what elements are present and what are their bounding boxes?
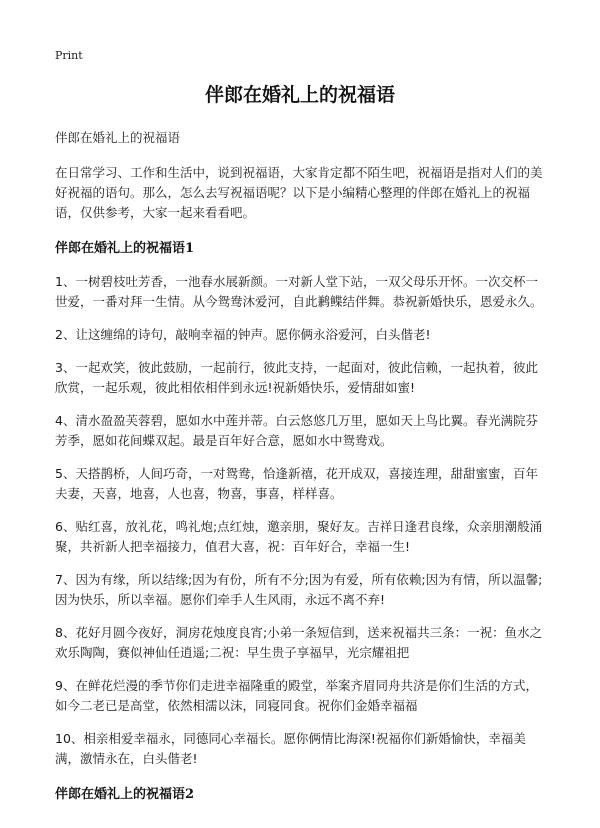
blessing-item: 1、一树碧枝吐芳香，一池春水展新颜。一对新人堂下站，一双父母乐开怀。一次交杯一世爱，一番对拜一生情。从今鸳鸯沐爱河，自此鹣鲽结伴舞。恭祝新婚快乐，恩爱永久。 — [55, 274, 543, 309]
document-subtitle: 伴郎在婚礼上的祝福语 — [55, 130, 181, 145]
blessing-list — [55, 272, 545, 769]
blessing-item: 6、贴红喜，放礼花，鸣礼炮;点红烛，邀亲朋，聚好友。吉祥日逢君良缘，众亲朋潮般涌聚，共祈新人把幸福接力，值君大喜，祝：百年好合，幸福一生! — [55, 519, 543, 554]
intro-paragraph: 在日常学习、工作和生活中，说到祝福语，大家肯定都不陌生吧，祝福语是指对人们的美好祝福的语句。那么，怎么去写祝福语呢？以下是小编精心整理的伴郎在婚礼上的祝福语，仅供参考，大家一起来看看吧。 — [55, 165, 543, 220]
blessing-item: 2、让这缠绵的诗句，敲响幸福的钟声。愿你俩永浴爱河，白头偕老! — [55, 327, 431, 342]
print-link[interactable]: Print — [55, 49, 83, 62]
blessing-item: 10、相亲相爱幸福永，同德同心幸福长。愿你俩情比海深!祝福你们新婚愉快，幸福美满，激情永在，白头偕老! — [55, 731, 526, 766]
section-2 — [55, 785, 545, 805]
blessing-item: 3、一起欢笑，彼此鼓励，一起前行，彼此支持，一起面对，彼此信赖，一起执着，彼此欣赏，一起乐观，彼此相依相伴到永远!祝新婚快乐，爱情甜如蜜! — [55, 360, 538, 395]
blessing-item: 5、天搭鹊桥，人间巧奇，一对鸳鸯，恰逢新禧，花开成双，喜接连理，甜甜蜜蜜，百年夫妻，天喜，地喜，人也喜，物喜，事喜，样样喜。 — [55, 466, 538, 501]
section-heading: 伴郎在婚礼上的祝福语2 — [55, 787, 195, 802]
section-heading: 伴郎在婚礼上的祝福语1 — [55, 241, 195, 256]
blessing-item: 4、清水盈盈芙蓉碧，愿如水中莲并蒂。白云悠悠几万里，愿如天上鸟比翼。春光满院芬芳季，愿如花间蝶双起。最是百年好合意，愿如水中鸳鸯戏。 — [55, 413, 538, 448]
blessing-item: 8、花好月圆今夜好，洞房花烛度良宵;小弟一条短信到，送来祝福共三条：一祝：鱼水之欢乐陶陶，赛似神仙任逍遥;二祝：早生贵子享福早，光宗耀祖把 — [55, 625, 543, 660]
section-1 — [55, 239, 545, 769]
blessing-item: 7、因为有缘，所以结缘;因为有份，所有不分;因为有爱，所有依赖;因为有情，所以温馨;因为快乐，所以幸福。愿你们牵手人生风雨，永远不离不弃! — [55, 572, 543, 607]
document-title: 伴郎在婚礼上的祝福语 — [204, 84, 395, 106]
blessing-item: 9、在鲜花烂漫的季节你们走进幸福隆重的殿堂，举案齐眉同舟共济是你们生活的方式，如今二老已是高堂，依然相濡以沫，同寝同食。祝你们金婚幸福福 — [55, 678, 538, 713]
